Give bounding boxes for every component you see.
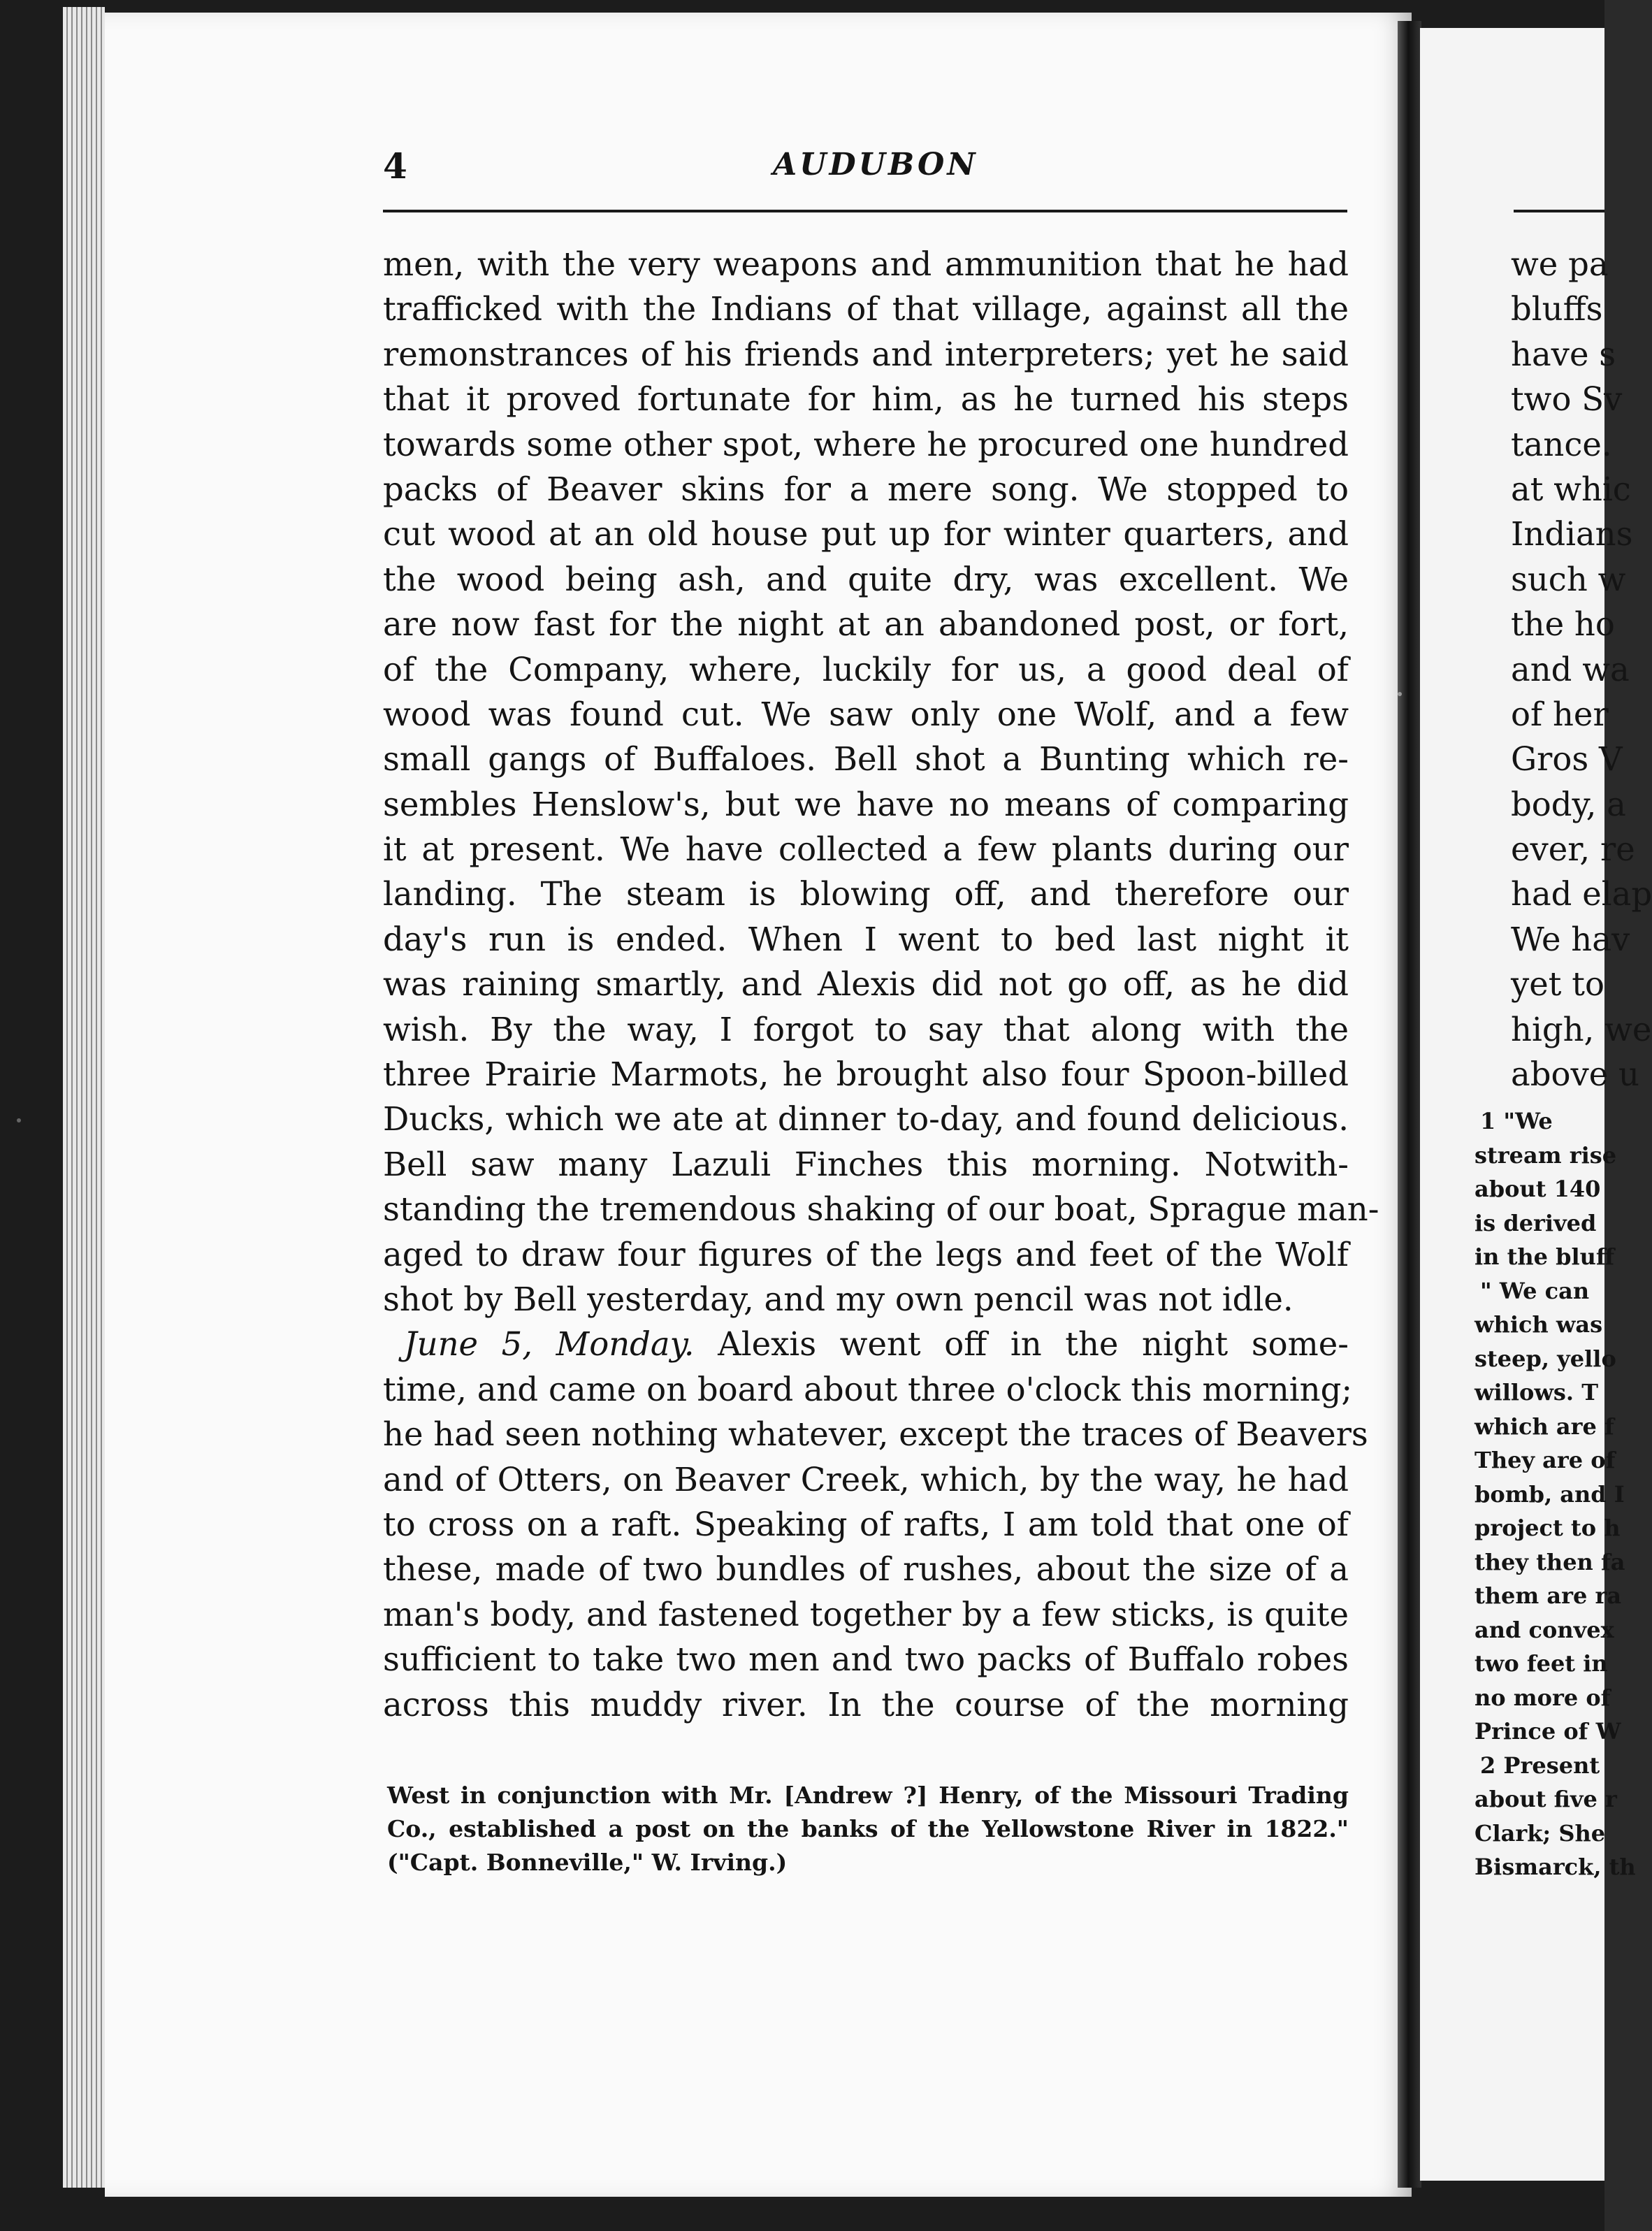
text-line: three Prairie Marmots, he brought also four Spoon-billed (383, 1055, 1349, 1094)
right-page-footnote-line: they then fa (1475, 1548, 1625, 1575)
text-line: it at present. We have collected a few plants during our (383, 830, 1349, 869)
text-line: was raining smartly, and Alexis did not go off, as he did (383, 965, 1349, 1004)
text-line: of the Company, where, luckily for us, a good deal of (383, 650, 1349, 688)
right-page-footnote-line: project to h (1475, 1515, 1621, 1541)
right-page-footnote-line: is derived (1475, 1209, 1597, 1236)
book-gutter (1398, 21, 1421, 2188)
right-page-line: body, a (1511, 785, 1626, 823)
right-page-line: ever, re (1511, 830, 1635, 869)
right-page-footnote-line: two feet in (1475, 1650, 1608, 1677)
right-page-line: Indians (1511, 515, 1633, 554)
footnote-line: West in conjunction with Mr. [Andrew ?] Henry, of the Missouri Trading (387, 1782, 1349, 1809)
right-page-line: high, we (1511, 1010, 1652, 1048)
text-line: that it proved fortunate for him, as he turned his steps (383, 380, 1349, 419)
text-line: cut wood at an old house put up for winter quarters, and (383, 515, 1349, 554)
text-line: sufficient to take two men and two packs of Buffalo robes (383, 1640, 1349, 1679)
right-page-line: above u (1511, 1055, 1640, 1094)
text-line: landing. The steam is blowing off, and therefore our (383, 875, 1349, 914)
page-header (383, 145, 1347, 194)
text-line: to cross on a raft. Speaking of rafts, I am told that one of (383, 1505, 1349, 1543)
text-line: time, and came on board about three o'clock this morning; (383, 1370, 1353, 1408)
page-edge-stack (63, 7, 105, 2188)
right-page-footnote-line: bomb, and I (1475, 1480, 1625, 1508)
page-number: 4 (383, 145, 407, 187)
scan-speck (1398, 692, 1402, 696)
entry-date: June 5, Monday. (404, 1325, 695, 1364)
text-line: trafficked with the Indians of that village, against all the (383, 290, 1349, 328)
text-line: standing the tremendous shaking of our boat, Sprague man- (383, 1190, 1379, 1229)
right-page-line: had elap (1511, 875, 1652, 914)
right-page-footnote-line: about five r (1475, 1786, 1617, 1812)
scan-speck (17, 1118, 21, 1122)
text-line: Bell saw many Lazuli Finches this morning. Notwith- (383, 1145, 1349, 1183)
right-page-footnote-line: " We can (1480, 1277, 1590, 1304)
right-page-line: yet to (1511, 965, 1604, 1004)
right-page-line: bluffs (1511, 290, 1603, 328)
right-page-line: of her (1511, 695, 1609, 733)
header-rule (383, 210, 1347, 212)
right-page-footnote-line: steep, yello (1475, 1345, 1616, 1372)
right-page-line: such w (1511, 560, 1626, 598)
text-line: shot by Bell yesterday, and my own pencil was not idle. (383, 1280, 1294, 1318)
right-page-footnote-line: in the bluff (1475, 1243, 1615, 1270)
right-page-text (1511, 242, 1651, 1097)
right-page-footnote-line: 1 "We (1480, 1108, 1553, 1134)
text-line: sembles Henslow's, but we have no means of comparing (383, 785, 1349, 823)
text-line: and of Otters, on Beaver Creek, which, by the way, he had (383, 1460, 1349, 1499)
right-page-footnote-line: Bismarck, th (1475, 1854, 1636, 1880)
line-text: Alexis went off in the night some- (694, 1325, 1349, 1364)
right-page-footnote-line: stream rise (1475, 1141, 1617, 1169)
right-page-footnote-line: which was (1475, 1311, 1603, 1338)
right-page-footnote-line: no more of (1475, 1684, 1611, 1711)
right-page-footnote-line: Clark; She (1475, 1819, 1606, 1847)
right-page-footnote-line: and convex (1475, 1616, 1614, 1643)
footnote-line: ("Capt. Bonneville," W. Irving.) (387, 1849, 788, 1876)
text-line: across this muddy river. In the course of the morning (383, 1685, 1349, 1724)
right-page-line: the ho (1511, 605, 1615, 644)
text-line: packs of Beaver skins for a mere song. We stopped to (383, 470, 1349, 508)
text-line: men, with the very weapons and ammunition that he had (383, 245, 1349, 283)
right-page-line: we pa (1511, 245, 1609, 283)
text-line: these, made of two bundles of rushes, about the size of a (383, 1550, 1349, 1589)
right-page-line: and wa (1511, 650, 1630, 688)
text-line: towards some other spot, where he procured one hundred (383, 425, 1349, 463)
text-line: aged to draw four figures of the legs and feet of the Wolf (383, 1235, 1349, 1273)
right-page-footnotes (1475, 1104, 1636, 1884)
right-page-footnote-line: which are f (1475, 1413, 1614, 1440)
running-head: AUDUBON (773, 147, 978, 182)
text-line: Ducks, which we ate at dinner to-day, and found delicious. (383, 1100, 1349, 1139)
right-page-line: We hav (1511, 920, 1630, 958)
right-page-footnote-line: Prince of W (1475, 1718, 1621, 1745)
right-page-line: have s (1511, 335, 1616, 373)
right-page-line: Gros V (1511, 740, 1623, 779)
main-text (383, 242, 1379, 1727)
right-page-footnote-line: about 140 (1475, 1176, 1601, 1202)
footnote-line: Co., established a post on the banks of the Yellowstone River in 1822." (387, 1815, 1349, 1842)
text-line (383, 1322, 1349, 1366)
right-page-line: at whic (1511, 470, 1631, 508)
right-page-footnote-line: willows. T (1475, 1379, 1599, 1406)
right-page-header-rule (1514, 210, 1604, 212)
text-line: wish. By the way, I forgot to say that along with the (383, 1010, 1349, 1048)
text-line: small gangs of Buffaloes. Bell shot a Bunting which re- (383, 740, 1349, 779)
text-line: wood was found cut. We saw only one Wolf, and a few (383, 695, 1349, 733)
right-page-line: tance. (1511, 425, 1612, 463)
text-line: the wood being ash, and quite dry, was excellent. We (383, 560, 1349, 598)
text-line: he had seen nothing whatever, except the traces of Beavers (383, 1415, 1368, 1454)
right-page-footnote-line: 2 Present (1480, 1752, 1600, 1779)
footnote (387, 1779, 1349, 1879)
text-line: day's run is ended. When I went to bed last night it (383, 920, 1349, 958)
right-page-footnote-line: them are ra (1475, 1582, 1622, 1609)
text-line: remonstrances of his friends and interpreters; yet he said (383, 335, 1349, 373)
text-line: are now fast for the night at an abandoned post, or fort, (383, 605, 1349, 644)
text-line: man's body, and fastened together by a few sticks, is quite (383, 1595, 1349, 1633)
right-page-footnote-line: They are of (1475, 1447, 1616, 1473)
right-page-line: two Sv (1511, 380, 1623, 419)
